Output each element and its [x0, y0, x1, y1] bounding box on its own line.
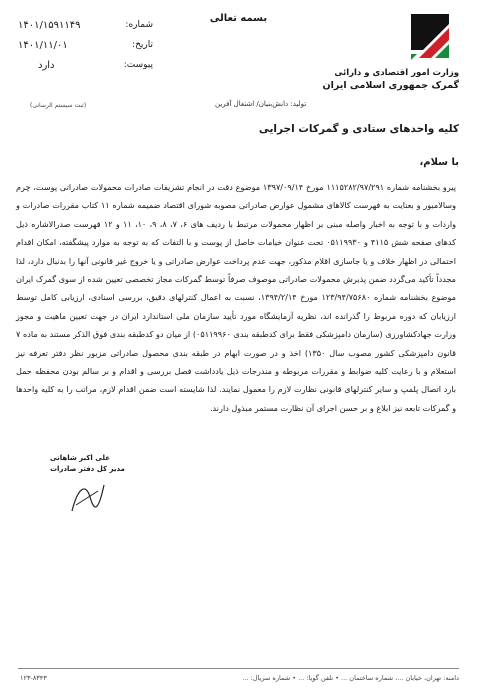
greeting: با سلام،: [419, 157, 459, 168]
letter-number: [18, 20, 153, 34]
attachment-label: پیوست:: [123, 60, 153, 70]
signature-name: علی اکبر شاهانی: [50, 454, 110, 462]
signature-title: مدیر کل دفتر صادرات: [50, 465, 125, 473]
footer-divider: [18, 668, 459, 669]
meta-note: (ثبت سیستم الرسانی): [30, 102, 87, 109]
recipient: کلیه واحدهای ستادی و گمرکات اجرایی: [258, 123, 459, 135]
letter-date: [18, 40, 153, 54]
number-label: شماره:: [125, 20, 153, 30]
producer-line: تولید: دانش‌بنیان/ اشتغال آفرین: [215, 100, 307, 108]
date-value: ۱۴۰۱/۱۱/۰۱: [18, 40, 68, 51]
attachment-value: دارد: [38, 60, 55, 71]
letter-attachment: [18, 60, 153, 74]
bismillah-heading: بسمه تعالی: [209, 13, 268, 24]
letter-body: [16, 178, 456, 417]
number-value: ۱۴۰۱/۱۵۹۱۱۴۹: [18, 20, 81, 31]
signature-scribble-icon: [68, 477, 108, 517]
date-label: تاریخ:: [132, 40, 153, 50]
body-paragraph: پیرو بخشنامه شماره ۱۱۱۵۲۸۲/۹۷/۲۹۱ مورخ ۱۳۹۷/۰۹/۱۴ موضوع دقت در انجام تشریفات صادرات محمولات صادراتی پوست، چرم وسالامبور و بعنایت به فهرست کالاهای مشمول عوارض صادراتی مصوبه شورای اقتصاد ضمیمه شماره ۱۱ کتاب مقررات صادرات و واردات و با توجه به اخبار واصله مبنی بر اظهار محمولات مرتبط با ردیف های ۶، ۷، ۸، ۹، ۱۰، ۱۱ و ۱۲ فهرست صدرالاشاره ذیل کدهای صفحه شش ۴۱۱۵ و ۰۵۱۱۹۹۳۰ تحت عنوان خیامات حاصل از پوست و با التفات که به توجه به موارد پیشگفته، امکان اقدام احتمالی در اظهار خلاف و یا جاسازی اقلام مذکور، جهت عدم پرداخت عوارض صادراتی و یا خروج غیر قانونی آنها را بدنبال دارد، لذا مجدداً تأکید می‌گردد ضمن پذیرش محمولات صادراتی موصوف صرفاً توسط گمرکات مجاز تخصصی تعیین شده از سوی گمرک ایران موضوع بخشنامه شماره ۱۲۳/۹۴/۷۵۶۸۰ مورخ ۱۳۹۴/۲/۱۴، نسبت به اعمال کنترلهای دقیق، بررسی اسنادی، ارزیابی کامل توسط ارزیابان که دوره مربوط را گذرانده اند، نظریه آزمایشگاه مورد تأیید سازمان ملی استاندارد ایران در جهت تعیین ماهیت و مجوز وزارت جهادکشاورزی (سازمان دامپزشکی فقط برای کدطبقه بندی ۰۵۱۱۹۹۶۰) از میان دو کدطبقه بندی فوق الذکر مستند به ماده ۷ قانون دامپزشکی کشور مصوب سال ۱۳۵۰) اخذ و در صورت ابهام در طبقه بندی محصول صادراتی مزبور نظر دفتر تعرفه نیز استعلام و با رعایت کلیه ضوابط و مقررات مربوطه و مندرجات ذیل یادداشت فصل بررسی و اقدام و بر سالم بودن محفظه حمل بارد اتصال پلمپ و سایر کنترلهای قانونی نظارت لازم را معمول نمایند. لذا شایسته است ضمن اقدام لازم، مراتب را به کلیه واحدها و گمرکات تابعه نیز ابلاغ و بر حسن اجرای آن نظارت مستمر مبذول دارند.: [16, 182, 457, 413]
customs-logo-icon: [405, 10, 455, 62]
org-customs: گمرک جمهوری اسلامی ایران: [322, 80, 459, 91]
org-ministry: وزارت امور اقتصادی و دارائی: [334, 68, 459, 78]
footer-text: دامنه: تهران، خیابان ...، شماره ساختمان ... • تلفن گویا: ... • شماره سریال: ...: [242, 674, 459, 682]
footer-code: ۱۲۳-۸۳۴۳: [20, 674, 47, 682]
